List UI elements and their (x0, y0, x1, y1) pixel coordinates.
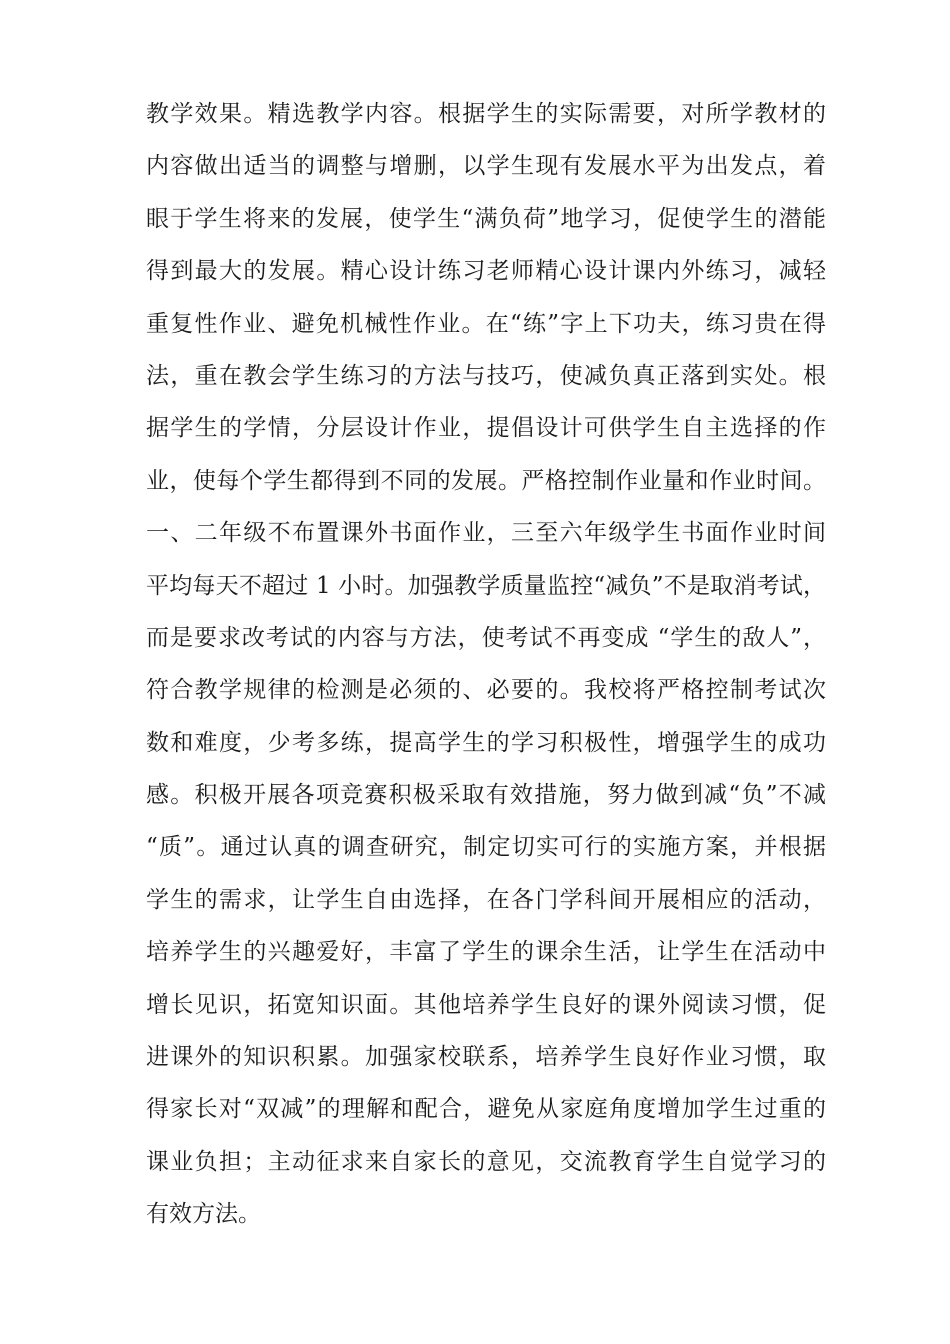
text-line: 内容做出适当的调整与增删，以学生现有发展水平为出发点，着 (146, 153, 826, 180)
text-line: 得家长对“双减”的理解和配合，避免从家庭角度增加学生过重的 (146, 1096, 826, 1123)
text-line: 教学效果。精选教学内容。根据学生的实际需要，对所学教材的 (146, 101, 826, 127)
text-line: 课业负担；主动征求来自家长的意见，交流教育学生自觉学习的 (146, 1148, 826, 1175)
text-line: 据学生的学情，分层设计作业，提倡设计可供学生自主选择的作 (146, 415, 826, 442)
text-line: 业，使每个学生都得到不同的发展。严格控制作业量和作业时间。 (146, 467, 826, 494)
text-line: 感。积极开展各项竞赛积极采取有效措施，努力做到减“负”不减 (146, 782, 826, 809)
text-line: “质”。通过认真的调查研究，制定切实可行的实施方案，并根据 (146, 834, 826, 861)
text-line: 得到最大的发展。精心设计练习老师精心设计课内外练习，减轻 (146, 258, 826, 285)
text-line: 重复性作业、避免机械性作业。在“练”字上下功夫，练习贵在得 (146, 310, 826, 337)
text-line: 数和难度，少考多练，提高学生的学习积极性，增强学生的成功 (146, 729, 826, 756)
text-line: 增长见识，拓宽知识面。其他培养学生良好的课外阅读习惯，促 (146, 991, 826, 1018)
text-line: 培养学生的兴趣爱好，丰富了学生的课余生活，让学生在活动中 (146, 939, 826, 966)
text-line: 法，重在教会学生练习的方法与技巧，使减负真正落到实处。根 (146, 362, 826, 389)
text-line: 一、二年级不布置课外书面作业，三至六年级学生书面作业时间 (146, 520, 826, 547)
text-line: 而是要求改考试的内容与方法，使考试不再变成 “学生的敌人”， (146, 624, 826, 651)
text-line: 符合教学规律的检测是必须的、必要的。我校将严格控制考试次 (146, 677, 826, 704)
text-line: 平均每天不超过 1 小时。加强教学质量监控“减负”不是取消考试， (146, 572, 826, 599)
text-line-last: 有效方法。 (146, 1201, 261, 1228)
body-paragraph (146, 88, 826, 1241)
text-line: 学生的需求，让学生自由选择，在各门学科间开展相应的活动， (146, 886, 826, 913)
text-line: 进课外的知识积累。加强家校联系，培养学生良好作业习惯，取 (146, 1044, 826, 1071)
text-line: 眼于学生将来的发展，使学生“满负荷”地学习，促使学生的潜能 (146, 205, 826, 232)
